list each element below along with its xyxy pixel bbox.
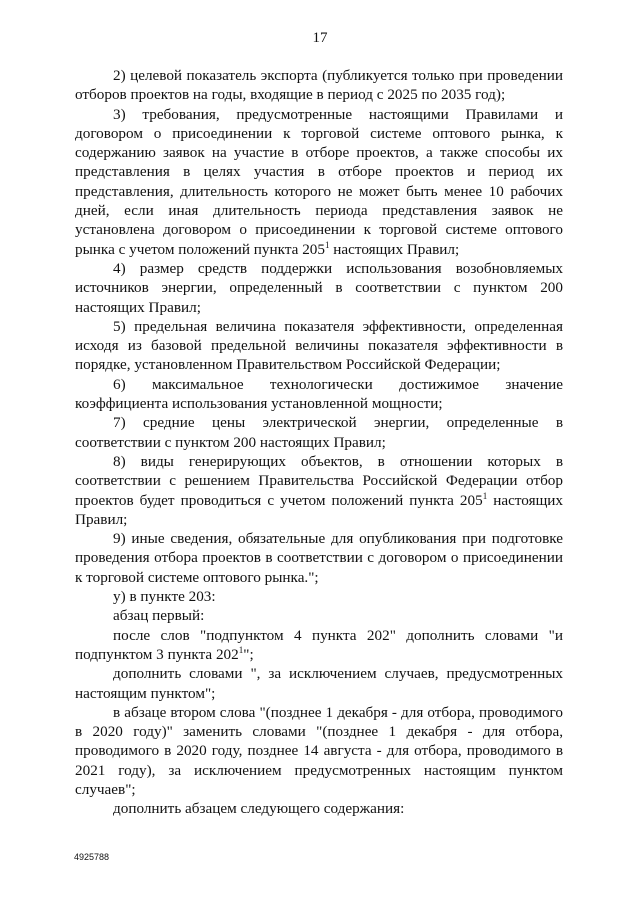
paragraph-after-words: после слов "подпунктом 4 пункта 202" дополнить словами "и подпунктом 3 пункта $202^1$";	[75, 626, 563, 663]
paragraph-second-abzac: в абзаце втором слова "(позднее 1 декабря - для отбора, проводимого в 2020 году)" заменить словами "(позднее 1 декабря - для отбора, проводимого в 2020 году, позднее 14 августа - для отбора, проводимого в 2021 году), за исключением предусмотренных настоящим пунктом случаев";	[75, 703, 563, 798]
paragraph-item-6: 6) максимальное технологически достижимое значение коэффициента использования установленной мощности;	[75, 375, 563, 413]
paragraph-item-3: 3) требования, предусмотренные настоящими Правилами и договором о присоединении к торговой системе оптового рынка, к содержанию заявок на участие в отборе проектов, а также способы их представления в целях участия в отборе проектов и период их представления, длительность которого не может быть менее 10 рабочих дней, если иная длительность периода представления заявок не установлена договором о присоединении к торговой системе оптового рынка с учетом положений пункта $205^1$ настоящих Правил;	[75, 105, 563, 258]
paragraph-item-2: 2) целевой показатель экспорта (публикуется только при проведении отборов проектов на годы, входящие в период с 2025 по 2035 год);	[75, 67, 563, 104]
paragraph-add-words: дополнить словами ", за исключением случаев, предусмотренных настоящим пунктом";	[75, 665, 563, 702]
paragraph-first-abzac: абзац первый:	[113, 607, 205, 625]
superscript: 1	[238, 644, 244, 655]
superscript: 1	[324, 239, 330, 250]
paragraph-item-9: 9) иные сведения, обязательные для опубликования при подготовке проведения отбора проектов в соответствии с договором о присоединении к торговой системе оптового рынка.";	[75, 530, 563, 586]
superscript: 1	[482, 490, 488, 501]
paragraph-item-7: 7) средние цены электрической энергии, определенные в соответствии с пунктом 200 настоящих Правил;	[75, 414, 563, 451]
page-number: 17	[312, 30, 328, 46]
paragraph-item-5: 5) предельная величина показателя эффективности, определенная исходя из базовой предельной величины показателя эффективности в порядке, установленном Правительством Российской Федерации;	[75, 317, 563, 374]
paragraph-point-203: у) в пункте 203:	[113, 588, 216, 606]
document-body	[75, 66, 563, 819]
paragraph-item-4: 4) размер средств поддержки использования возобновляемых источников энергии, определенный в соответствии с пунктом 200 настоящих Правил;	[75, 259, 563, 316]
paragraph-add-abzac: дополнить абзацем следующего содержания:	[113, 800, 405, 818]
document-code: 4925788	[74, 852, 110, 862]
paragraph-item-8: 8) виды генерирующих объектов, в отношении которых в соответствии с решением Правительства Российской Федерации отбор проектов будет проводиться с учетом положений пункта $205^1$ настоящих Правил;	[75, 452, 563, 528]
